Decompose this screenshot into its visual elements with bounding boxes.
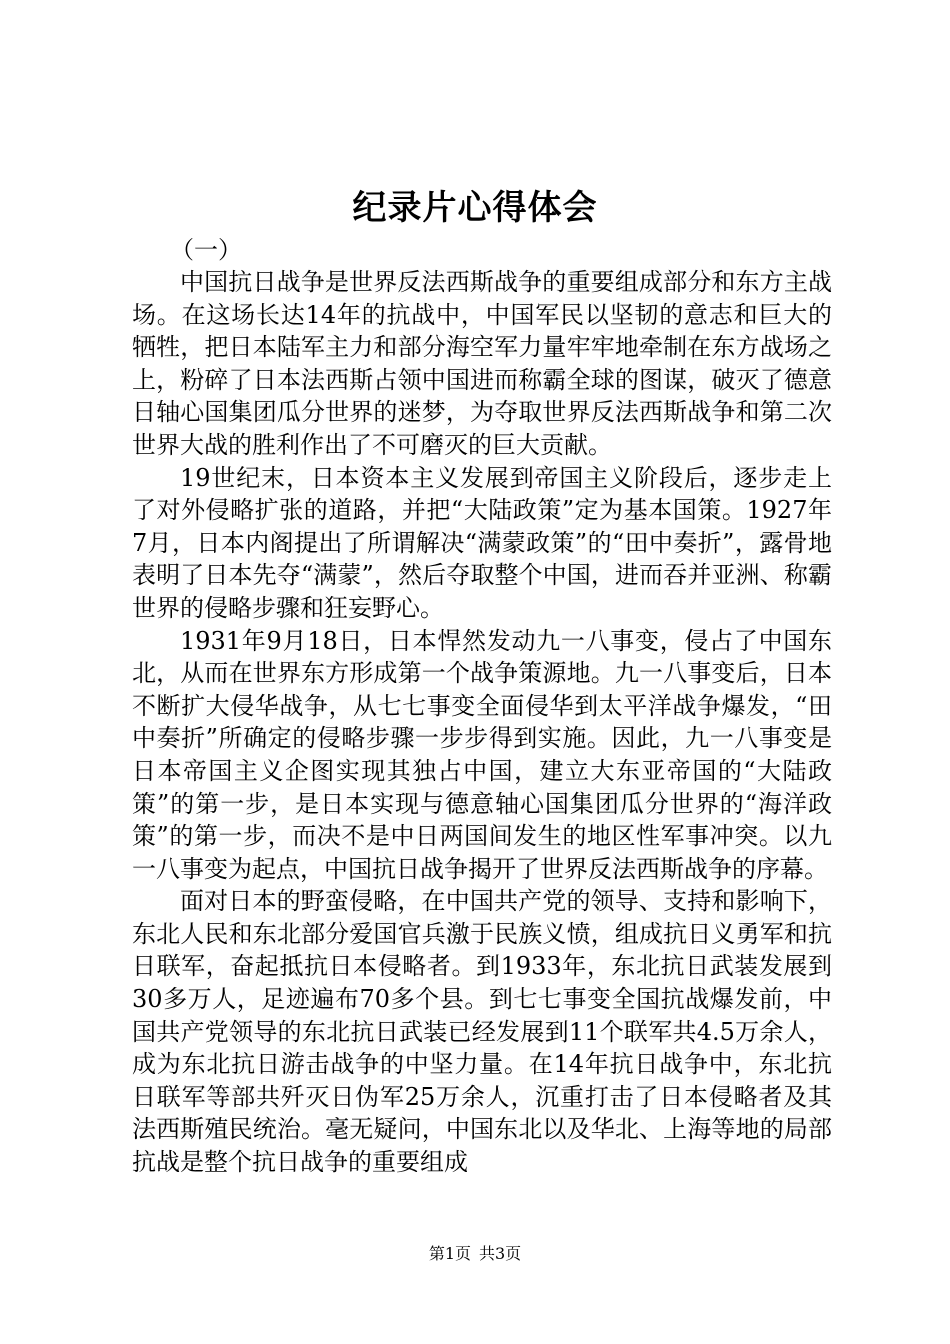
paragraph: 19世纪末，日本资本主义发展到帝国主义阶段后，逐步走上了对外侵略扩张的道路，并把“大陆政策”定为基本国策。1927年7月，日本内阁提出了所谓解决“满蒙政策”的“田中奏折”，露骨地表明了日本先夺“满蒙”，然后夺取整个中国，进而吞并亚洲、称霸世界的侵略步骤和狂妄野心。: [132, 463, 832, 622]
paragraph: 1931年9月18日，日本悍然发动九一八事变，侵占了中国东北，从而在世界东方形成第一个战争策源地。九一八事变后，日本不断扩大侵华战争，从七七事变全面侵华到太平洋战争爆发，“田中奏折”所确定的侵略步骤一步步得到实施。因此，九一八事变是日本帝国主义企图实现其独占中国，建立大东亚帝国的“大陆政策”的第一步，是日本实现与德意轴心国集团瓜分世界的“海洋政策”的第一步，而决不是中日两国间发生的地区性军事冲突。以九一八事变为起点，中国抗日战争揭开了世界反法西斯战争的序幕。: [132, 626, 832, 883]
section-label: （一）: [170, 236, 242, 264]
page-footer: [0, 1244, 950, 1264]
document-body: [132, 266, 832, 1179]
page-total: 共3页: [479, 1244, 522, 1263]
paragraph: 面对日本的野蛮侵略，在中国共产党的领导、支持和影响下，东北人民和东北部分爱国官兵激于民族义愤，组成抗日义勇军和抗日联军，奋起抵抗日本侵略者。到1933年，东北抗日武装发展到30多万人，足迹遍布70多个县。到七七事变全国抗战爆发前，中国共产党领导的东北抗日武装已经发展到11个联军共4.5万余人，成为东北抗日游击战争的中坚力量。在14年抗日战争中，东北抗日联军等部共歼灭日伪军25万余人，沉重打击了日本侵略者及其法西斯殖民统治。毫无疑问，中国东北以及华北、上海等地的局部抗战是整个抗日战争的重要组成: [132, 887, 832, 1177]
document-title: 纪录片心得体会: [352, 188, 598, 228]
paragraph: 中国抗日战争是世界反法西斯战争的重要组成部分和东方主战场。在这场长达14年的抗战中，中国军民以坚韧的意志和巨大的牺牲，把日本陆军主力和部分海空军力量牢牢地牵制在东方战场之上，粉碎了日本法西斯占领中国进而称霸全球的图谋，破灭了德意日轴心国集团瓜分世界的迷梦，为夺取世界反法西斯战争和第二次世界大战的胜利作出了不可磨灭的巨大贡献。: [132, 268, 832, 459]
page-number: 第1页: [428, 1244, 471, 1263]
